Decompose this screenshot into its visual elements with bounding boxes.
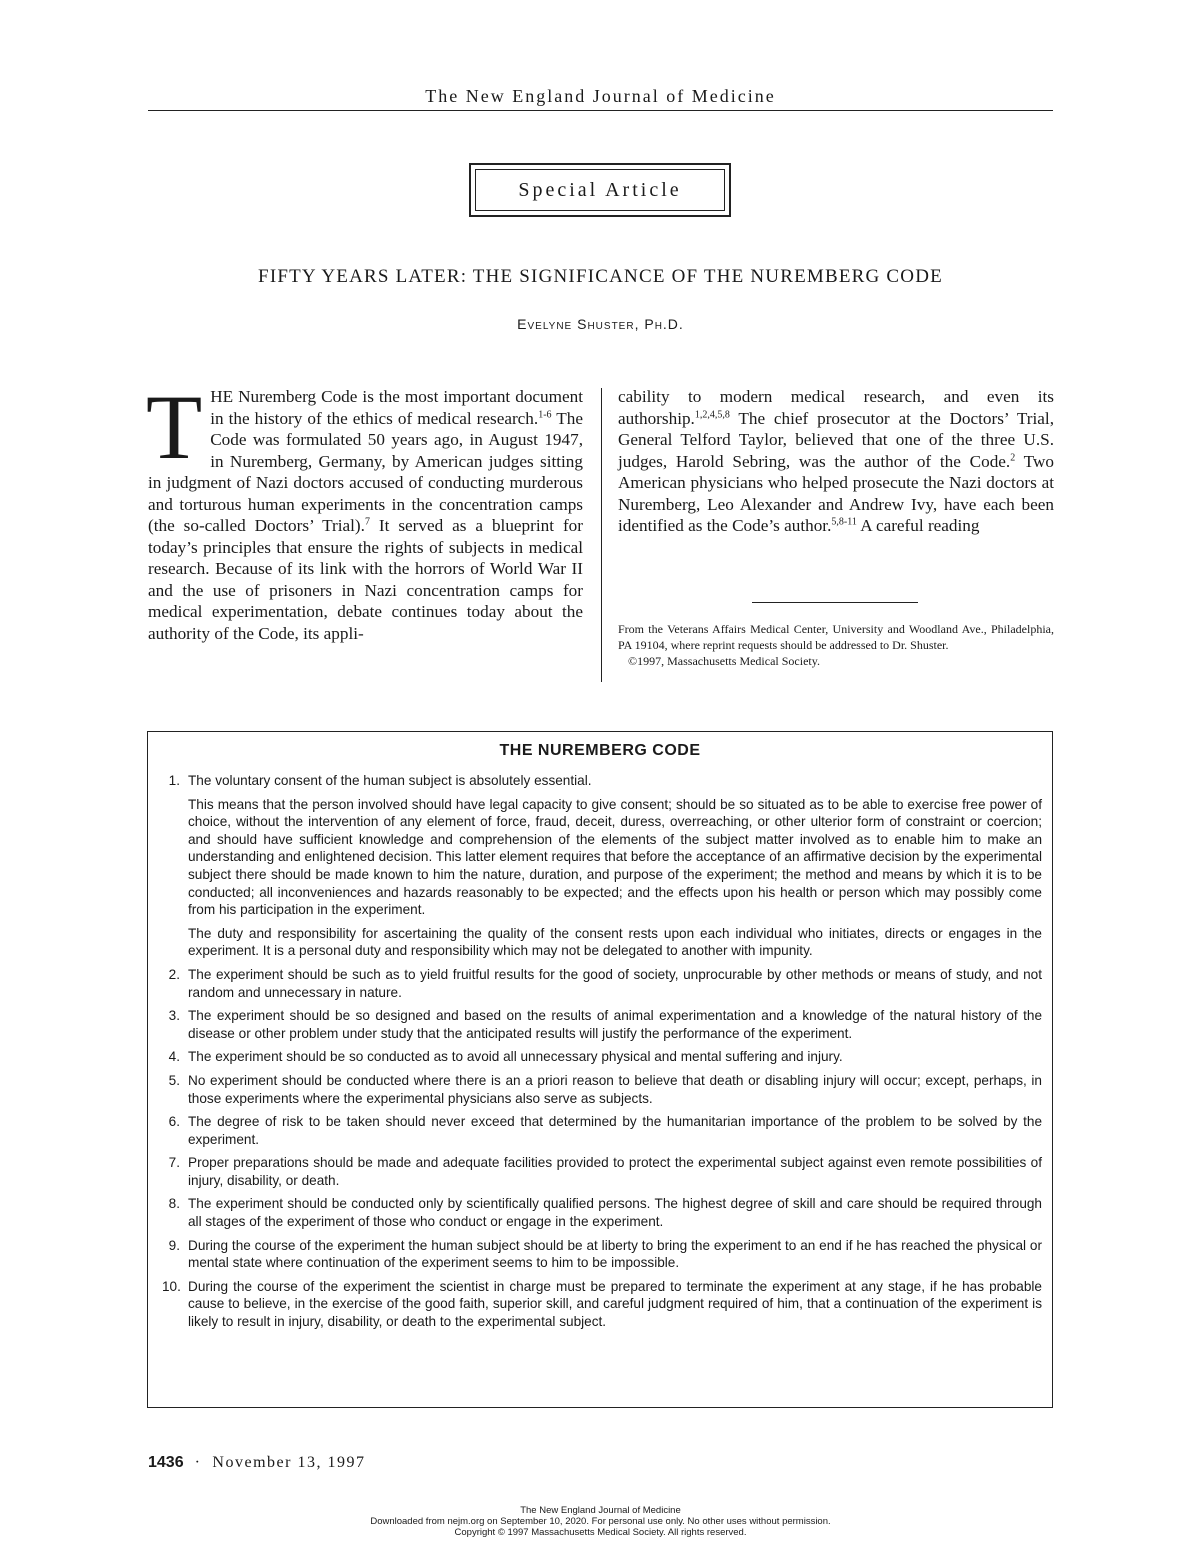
code-title: THE NUREMBERG CODE: [499, 742, 701, 759]
footnote-rule: [752, 602, 918, 603]
code-item-text: The experiment should be so conducted as to avoid all unnecessary physical and mental suffering and injury.: [188, 1049, 843, 1065]
section-label-box: [469, 163, 731, 217]
body-column-right: [618, 386, 1054, 537]
code-list: [162, 772, 1042, 1337]
code-item-number: 5.: [168, 1072, 180, 1088]
code-item: [162, 966, 1042, 1001]
nuremberg-code-box: [147, 731, 1053, 1408]
body-text: The chief prosecutor at the Doctors’ Trial, General Telford Taylor, believed that one of the three U.S. judges, Harold Sebring, was the author of the Code.: [618, 408, 1054, 471]
reference: 7: [364, 516, 370, 528]
footnote-copyright: ©1997, Massachusetts Medical Society.: [628, 654, 820, 668]
download-notice: [148, 1505, 1053, 1538]
code-item-number: 4.: [168, 1049, 180, 1065]
code-item: [162, 1048, 1042, 1066]
author-name: Evelyne Shuster, Ph.D.: [517, 316, 684, 332]
folio-separator: ·: [194, 1454, 202, 1471]
body-text: The Code was formulated 50 years ago, in August 1947, in Nuremberg, Germany, by American judges sitting in judgment of Nazi doctors accused of conducting murderous and torturous human experiments in the concentration camps (the so-called Doctors’ Trial).: [148, 408, 583, 535]
code-item-subparagraph: This means that the person involved should have legal capacity to give consent; should be so situated as to be able to exercise free power of choice, without the intervention of any element of force, fraud, deceit, duress, overreaching, or other ulterior form of constraint or coercion; and should have sufficient knowledge and comprehension of the elements of the subject matter involved as to enable him to make an understanding and enlightened decision. This latter element requires that before the acceptance of an affirmative decision by the experimental subject there should be made known to him the nature, duration, and purpose of the experiment; the method and means by which it is to be conducted; all inconveniences and hazards reasonably to be expected; and the effects upon his health or person which may possibly come from his participation in the experiment.: [188, 796, 1042, 918]
code-item: [162, 1113, 1042, 1148]
header-rule: [148, 110, 1053, 111]
notice-download: Downloaded from nejm.org on September 10, 2020. For personal use only. No other uses without permission.: [370, 1516, 831, 1527]
code-item: [162, 1072, 1042, 1107]
reference: 1-6: [538, 408, 552, 420]
code-item: [162, 1278, 1042, 1331]
code-item-text: The experiment should be so designed and based on the results of animal experimentation and a knowledge of the natural history of the disease or other problem under study that the anticipated results will justify the performance of the experiment.: [188, 1008, 1042, 1041]
article-title: FIFTY YEARS LATER: THE SIGNIFICANCE OF THE NUREMBERG CODE: [258, 266, 943, 287]
code-item-text: Proper preparations should be made and adequate facilities provided to protect the experimental subject against even remote possibilities of injury, disability, or death.: [188, 1155, 1042, 1188]
code-item: [162, 1007, 1042, 1042]
code-item: [162, 1237, 1042, 1272]
body-text: A careful reading: [856, 516, 980, 535]
code-item-number: 1.: [168, 773, 180, 788]
footnote: [618, 621, 1054, 669]
code-item-subparagraph: The duty and responsibility for ascertaining the quality of the consent rests upon each individual who initiates, directs or engages in the experiment. It is a personal duty and responsibility which may not be delegated to another with impunity.: [188, 925, 1042, 959]
code-item-number: 9.: [168, 1237, 180, 1253]
footnote-affiliation: From the Veterans Affairs Medical Center, University and Woodland Ave., Philadelphia, PA 19104, where reprint requests should be addressed to Dr. Shuster.: [618, 622, 1054, 652]
code-item-text: The experiment should be conducted only by scientifically qualified persons. The highest degree of skill and care should be required through all stages of the experiment of those who conduct or engage in the experiment.: [188, 1196, 1042, 1230]
reference: 5,8-11: [831, 516, 857, 528]
issue-date: November 13, 1997: [212, 1454, 366, 1471]
code-item-number: 3.: [168, 1008, 180, 1024]
code-item-number: 2.: [168, 966, 180, 982]
code-item: [162, 1195, 1042, 1230]
body-text: cability to modern medical research, and even its authorship.: [618, 387, 1054, 428]
column-divider: [601, 388, 602, 682]
code-item-number: 6.: [168, 1114, 180, 1130]
body-text: HE Nuremberg Code is the most important document in the history of the ethics of medical research.: [210, 387, 583, 428]
code-item: [162, 772, 1042, 960]
code-item-number: 8.: [168, 1196, 180, 1212]
notice-copyright: Copyright © 1997 Massachusetts Medical Society. All rights reserved.: [454, 1527, 747, 1538]
journal-header: The New England Journal of Medicine: [425, 86, 776, 106]
code-item-text: During the course of the experiment the scientist in charge must be prepared to terminate the experiment at any stage, if he has probable cause to believe, in the exercise of the good faith, superior skill, and careful judgment required of him, that a continuation of the experiment is likely to result in injury, disability, or death to the experimental subject.: [188, 1278, 1042, 1330]
code-item-text: The voluntary consent of the human subject is absolutely essential.: [188, 773, 592, 788]
body-text: It served as a blueprint for today’s principles that ensure the rights of subjects in medical research. Because of its link with the horrors of World War II and the use of prisoners in Nazi concentration camps for medical experimentation, debate continues today about the authority of the Code, its appli-: [148, 516, 583, 643]
code-item-text: During the course of the experiment the human subject should be at liberty to bring the experiment to an end if he has reached the physical or mental state where continuation of the experiment seems to him to be impossible.: [188, 1237, 1042, 1271]
code-item-text: The degree of risk to be taken should never exceed that determined by the humanitarian importance of the problem to be solved by the experiment.: [188, 1114, 1042, 1147]
drop-cap: T: [146, 376, 203, 478]
code-item-text: No experiment should be conducted where there is an a priori reason to believe that death or disabling injury will occur; except, perhaps, in those experiments where the experimental physicians also serve as subjects.: [188, 1072, 1042, 1106]
section-label: Special Article: [475, 169, 725, 211]
body-column-left: [146, 376, 583, 644]
reference: 2: [1010, 451, 1016, 463]
code-item: [162, 1154, 1042, 1189]
page-number: 1436: [148, 1454, 184, 1471]
code-item-number: 10.: [162, 1278, 181, 1294]
reference: 1,2,4,5,8: [694, 408, 730, 420]
page-folio: [148, 1454, 365, 1472]
notice-journal: The New England Journal of Medicine: [520, 1505, 681, 1516]
code-item-number: 7.: [168, 1155, 180, 1171]
body-text: Two American physicians who helped prosecute the Nazi doctors at Nuremberg, Leo Alexander and Andrew Ivy, have each been identified as the Code’s author.: [618, 451, 1054, 535]
code-item-text: The experiment should be such as to yield fruitful results for the good of society, unprocurable by other methods or means of study, and not random and unnecessary in nature.: [188, 966, 1042, 1000]
